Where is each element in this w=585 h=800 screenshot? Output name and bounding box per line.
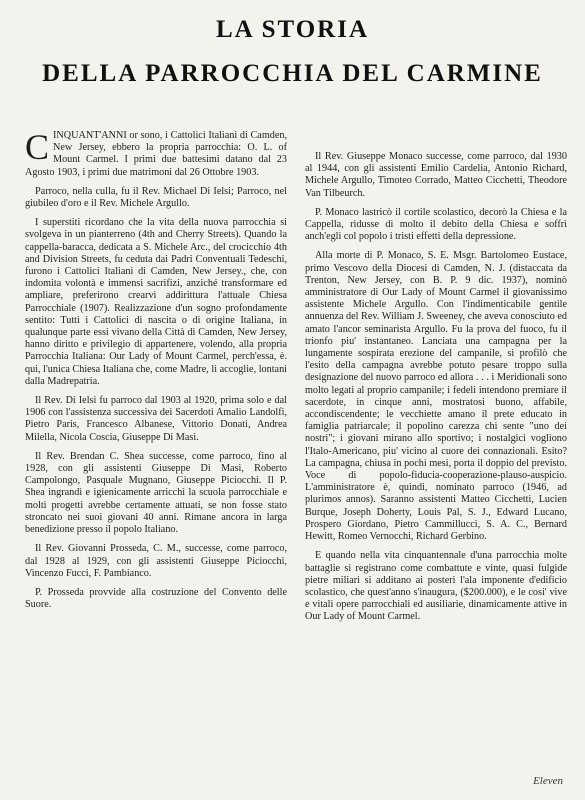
paragraph-10: Alla morte di P. Monaco, S. E. Msgr. Bartolomeo Eustace, primo Vescovo della Diocesi di Camden, N. J. (distaccata da Trenton, New Jersey, con B. P. 9 dic. 1937), nominò amministratore di Our Lady of Mount Carmel il giovanissimo assistente Michele Argullo. Con l'indimenticabile gentile annuenza del Rev. William J. Sweeney, che aveva conosciuto ed amato l'ancor seminarista Argullo. Fu la prova del fuoco, fu il trionfo piu' instantaneo. Lanciata una campagna per la lungamente sospirata erezione del campanile, si profilò che l'esito della campagna avrebbe potuto pesare troppo sulla designazione del nuovo parroco ed allora . . . i Meridionali sono molto legati al proprio campanile; i fedeli intendono premiare il sacerdote, in cinque anni, mostratosi buono, affabile, accondiscendente; le vecchiette amano il prete educato in famiglia patriarcale; il popolino carezza chi sente "uno dei nostri"; i giovani mirano allo sportivo; i nostalgici vogliono l'Italo-Americano, piu' vicino al cuore dei connazionali. Esito? La campagna, chiusa in pochi mesi, porta il doppio del previsto. Voce di popolo-fiducia-cooperazione-plauso-auspicio. L'amministratore è, quindi, nominato parroco (1946, ad plurimos annos). Saranno assistenti Matteo Cicchetti, Lucien Burque, Joseph Doherty, Louis Pal, S. J., Edward Lucano, Prospero Giordano, Pietro Cammillucci, S. A. C., Bernard Hewitt, Romeo Vernocchi, Richard Gerbino.	[305, 250, 567, 543]
paragraph-8: Il Rev. Giuseppe Monaco successe, come parroco, dal 1930 al 1944, con gli assistenti Emilio Cardelia, Antonio Richard, Michele Argullo, Timoteo Corrado, Matteo Cicchetti, Theodore Van Tilbeurch.	[305, 151, 567, 199]
page-title-line-1: LA STORIA	[215, 16, 369, 43]
paragraph-7: P. Prosseda provvide alla costruzione del Convento delle Suore.	[25, 586, 287, 611]
paragraph-9: P. Monaco lastricò il cortile scolastico, decorò la Chiesa e la Cappella, ridusse di molto il debito della Chiesa e soffrì anch'egli col popolo i tristi effetti della depressione.	[305, 206, 567, 243]
paragraph-6: Il Rev. Giovanni Prosseda, C. M., successe, come parroco, dal 1928 al 1929, con gli assistenti Giuseppe Piciocchi, Vincenzo Fucci, F. Pambianco.	[25, 543, 287, 579]
paragraph-3: I superstiti ricordano che la vita della nuova parrocchia si svolgeva in un pianterreno (4th and Cherry Streets). Quando la cappella-baracca, dedicata a S. Michele Arc., del crocicchio 4th and Division Streets, fu ceduta dai Padri Conventuali Tedeschi, furono i Cattolici Italiani di Camden, New Jersey., che, con indomita volontà e immensi sacrifizi, anziché transformare ed ampliare, preferirono crearvi addirittura l'attuale Chiesa Parrocchiale (1907). Realizzazione d'un sogno profondamente sentito: Tutti i Cattolici di nascita o di origine Italiana, in qualunque parte essi vivano della Città di Camden, New Jersey, hanno diritto e privilegio di appartenere, volendo, alla propria Parrocchia Italiana: Our Lady of Mount Carmel, perch'essa, è. qui, l'unica Chiesa Italiana che, come Madre, li accoglie, lontani dalla Madrepatria.	[25, 217, 287, 387]
page-number-footer: Eleven	[533, 775, 563, 787]
drop-cap: C	[25, 127, 50, 167]
paragraph-4: Il Rev. Di Ielsi fu parroco dal 1903 al 1920, prima solo e dal 1906 con l'assistenza successiva dei Sacerdoti Amalio Landolfi, Pietro Paris, Francesco Albanese, Vittorio Donati, Andrea Milella, Nicola Coscia, Giuseppe Di Masi.	[25, 395, 287, 443]
page-title-line-2: DELLA PARROCCHIA DEL CARMINE	[42, 60, 543, 87]
paragraph-11: E quando nella vita cinquantennale d'una parrocchia molte battaglie si registrano come combattute e vinte, quasi fulgide pietre miliari si additano ai posteri l'ala imponente d'edificio scolastico, che quest'anno s'inaugura, ($200.000), e le cosi' vive e vitali opere parrocchiali ed ausiliarie, dinamicamente attive in Our Lady of Mount Carmel.	[305, 550, 567, 623]
paragraph-1-text: INQUANT'ANNI or sono, i Cattolici Italiani di Camden, New Jersey, ebbero la propria parrocchia: O. L. of Mount Carmel. I primi due battesimi datano dal 23 Agosto 1903, i primi due matrimoni dal 26 Ottobre 1903.	[25, 130, 287, 178]
paragraph-5: Il Rev. Brendan C. Shea successe, come parroco, fino al 1928, con gli assistenti Giuseppe Di Masi, Roberto Campolongo, Pasquale Mugnano, Giuseppe Piciocchi. Il P. Shea ingrandì e igienicamente arricchì la scuola parrocchiale e molti progetti avrebbe certamente attuati, se non fosse stato stroncato nei suoi giovani 40 anni. Rimane ancora in larga benedizione presso il popolo Italiano.	[25, 450, 287, 536]
paragraph-2: Parroco, nella culla, fu il Rev. Michael Di Ielsi; Parroco, nel giubileo d'oro e il Rev. Michele Argullo.	[25, 185, 287, 210]
left-column	[25, 127, 287, 618]
paragraph-1	[25, 127, 287, 179]
right-column	[305, 151, 567, 631]
